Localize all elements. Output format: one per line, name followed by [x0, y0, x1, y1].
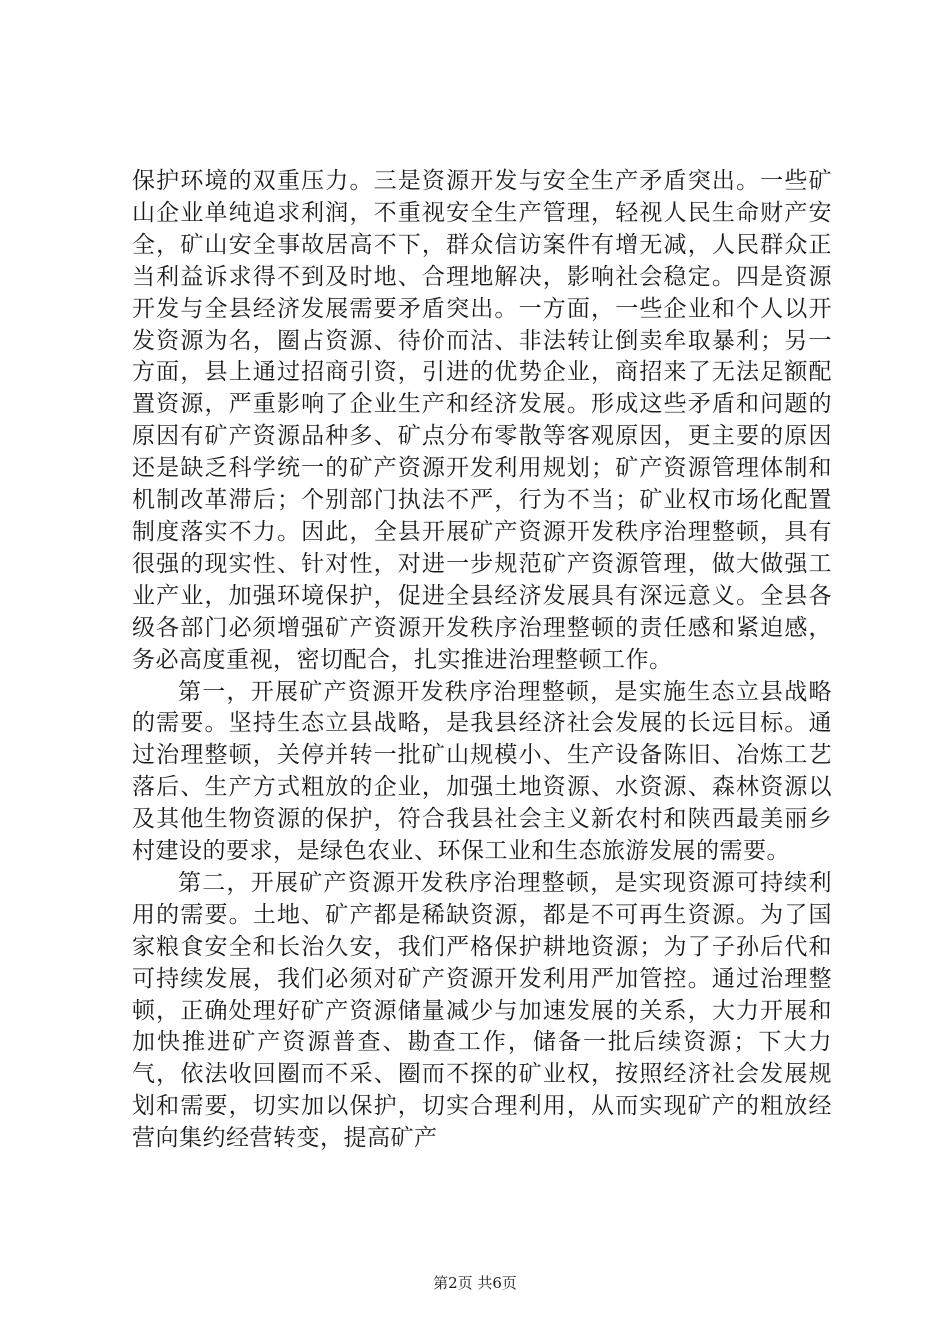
page-number-footer: 第2页 共6页: [433, 1274, 517, 1292]
document-body: [132, 166, 832, 1155]
paragraph-3: 第二，开展矿产资源开发秩序治理整顿，是实现资源可持续利用的需要。土地、矿产都是稀缺资源，都是不可再生资源。为了国家粮食安全和长治久安，我们严格保护耕地资源；为了子孙后代和可持续发展，我们必须对矿产资源开发利用严加管控。通过治理整顿，正确处理好矿产资源储量减少与加速发展的关系，大力开展和加快推进矿产资源普查、勘查工作，储备一批后续资源；下大力气，依法收回圈而不采、圈而不探的矿业权，按照经济社会发展规划和需要，切实加以保护，切实合理利用，从而实现矿产的粗放经营向集约经营转变，提高矿产: [132, 869, 832, 1152]
paragraph-2: 第一，开展矿产资源开发秩序治理整顿，是实施生态立县战略的需要。坚持生态立县战略，是我县经济社会发展的长远目标。通过治理整顿，关停并转一批矿山规模小、生产设备陈旧、冶炼工艺落后、生产方式粗放的企业，加强土地资源、水资源、森林资源以及其他生物资源的保护，符合我县社会主义新农村和陕西最美丽乡村建设的要求，是绿色农业、环保工业和生态旅游发展的需要。: [132, 678, 832, 865]
paragraph-1: 保护环境的双重压力。三是资源开发与安全生产矛盾突出。一些矿山企业单纯追求利润，不重视安全生产管理，轻视人民生命财产安全，矿山安全事故居高不下，群众信访案件有增无减，人民群众正当利益诉求得不到及时地、合理地解决，影响社会稳定。四是资源开发与全县经济发展需要矛盾突出。一方面，一些企业和个人以开发资源为名，圈占资源、待价而沽、非法转让倒卖牟取暴利；另一方面，县上通过招商引资，引进的优势企业，商招来了无法足额配置资源，严重影响了企业生产和经济发展。形成这些矛盾和问题的原因有矿产资源品种多、矿点分布零散等客观原因，更主要的原因还是缺乏科学统一的矿产资源开发利用规划；矿产资源管理体制和机制改革滞后；个别部门执法不严，行为不当；矿业权市场化配置制度落实不力。因此，全县开展矿产资源开发秩序治理整顿，具有很强的现实性、针对性，对进一步规范矿产资源管理，做大做强工业产业，加强环境保护，促进全县经济发展具有深远意义。全县各级各部门必须增强矿产资源开发秩序治理整顿的责任感和紧迫感，务必高度重视，密切配合，扎实推进治理整顿工作。: [132, 168, 832, 673]
